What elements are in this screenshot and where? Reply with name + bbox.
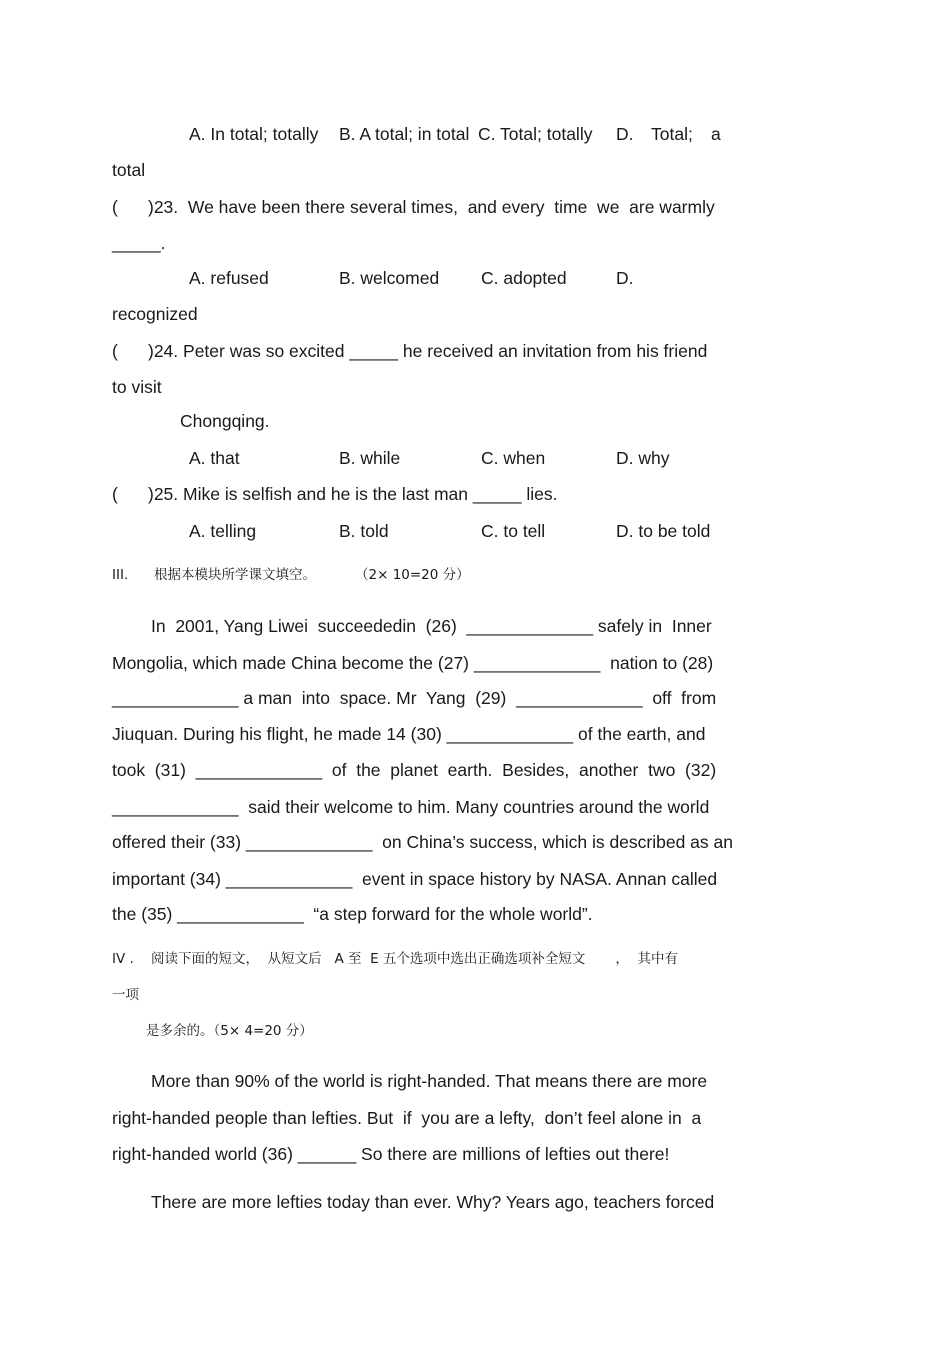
- passage1-line: _____________ a man into space. Mr Yang (29) _____________ off from: [112, 688, 717, 708]
- section3-number: III.: [112, 567, 129, 583]
- q24-stem: )24. Peter was so excited _____ he received an invitation from his friend: [148, 341, 708, 361]
- q23-blank: _____.: [112, 233, 166, 253]
- passage1-line: the (35) _____________ “a step forward for the whole world”.: [112, 904, 593, 924]
- q24-stem-line3: Chongqing.: [180, 411, 270, 431]
- q25-option-c: C. to tell: [481, 521, 546, 541]
- q24-stem-line2: to visit: [112, 377, 162, 397]
- q24-option-d: D. why: [616, 448, 670, 468]
- q24-answer-paren: (: [112, 341, 118, 361]
- passage1-line: In 2001, Yang Liwei succeededin (26) _____________ safely in Inner: [151, 616, 712, 636]
- q22-option-a: A. In total; totally: [189, 124, 319, 144]
- passage1-line: Mongolia, which made China become the (27) _____________ nation to (28): [112, 653, 714, 673]
- section3-score: （2× 10=20 分）: [355, 567, 470, 583]
- q22-option-b: B. A total; in total: [339, 124, 470, 144]
- passage2-line: More than 90% of the world is right-handed. That means there are more: [151, 1071, 708, 1091]
- q25-stem: )25. Mike is selfish and he is the last man _____ lies.: [148, 484, 558, 504]
- q23-stem: )23. We have been there several times, and every time we are warmly: [148, 197, 715, 217]
- q23-option-a: A. refused: [189, 268, 269, 288]
- q22-option-d-text: Total;: [651, 124, 693, 144]
- q25-option-a: A. telling: [189, 521, 257, 541]
- q24-option-a: A. that: [189, 448, 240, 468]
- passage1-line: offered their (33) _____________ on China’s success, which is described as an: [112, 832, 733, 852]
- passage2-line: right-handed people than lefties. But if you are a lefty, don’t feel alone in a: [112, 1108, 702, 1128]
- section4-instruction: 阅读下面的短文， 从短文后 A 至 E 五个选项中选出正确选项补全短文 ， 其中有: [151, 951, 679, 967]
- q23-option-b: B. welcomed: [339, 268, 440, 288]
- q24-option-c: C. when: [481, 448, 546, 468]
- q24-option-b: B. while: [339, 448, 401, 468]
- q25-option-b: B. told: [339, 521, 389, 541]
- q23-option-d-continuation: recognized: [112, 304, 198, 324]
- q25-answer-paren: (: [112, 484, 118, 504]
- q22-option-c: C. Total; totally: [478, 124, 593, 144]
- section4-number: IV .: [112, 951, 134, 967]
- q22-option-d-text-end: a: [711, 124, 721, 144]
- section4-instruction-line3: 是多余的。（5× 4=20 分）: [146, 1023, 313, 1039]
- passage1-line: took (31) _____________ of the planet earth. Besides, another two (32): [112, 760, 717, 780]
- passage2-line: right-handed world (36) ______ So there are millions of lefties out there!: [112, 1144, 670, 1164]
- q22-option-d-label: D.: [616, 124, 634, 144]
- passage2-line: There are more lefties today than ever. Why? Years ago, teachers forced: [151, 1192, 715, 1212]
- q23-option-c: C. adopted: [481, 268, 567, 288]
- passage1-line: important (34) _____________ event in space history by NASA. Annan called: [112, 869, 718, 889]
- section4-instruction-line2: 一项: [112, 987, 139, 1003]
- q23-answer-paren: (: [112, 197, 118, 217]
- passage1-line: _____________ said their welcome to him. Many countries around the world: [112, 797, 710, 817]
- section3-instruction: 根据本模块所学课文填空。: [154, 567, 316, 583]
- q23-option-d: D.: [616, 268, 634, 288]
- q22-option-d-continuation: total: [112, 160, 146, 180]
- passage1-line: Jiuquan. During his flight, he made 14 (30) _____________ of the earth, and: [112, 724, 706, 744]
- q25-option-d: D. to be told: [616, 521, 711, 541]
